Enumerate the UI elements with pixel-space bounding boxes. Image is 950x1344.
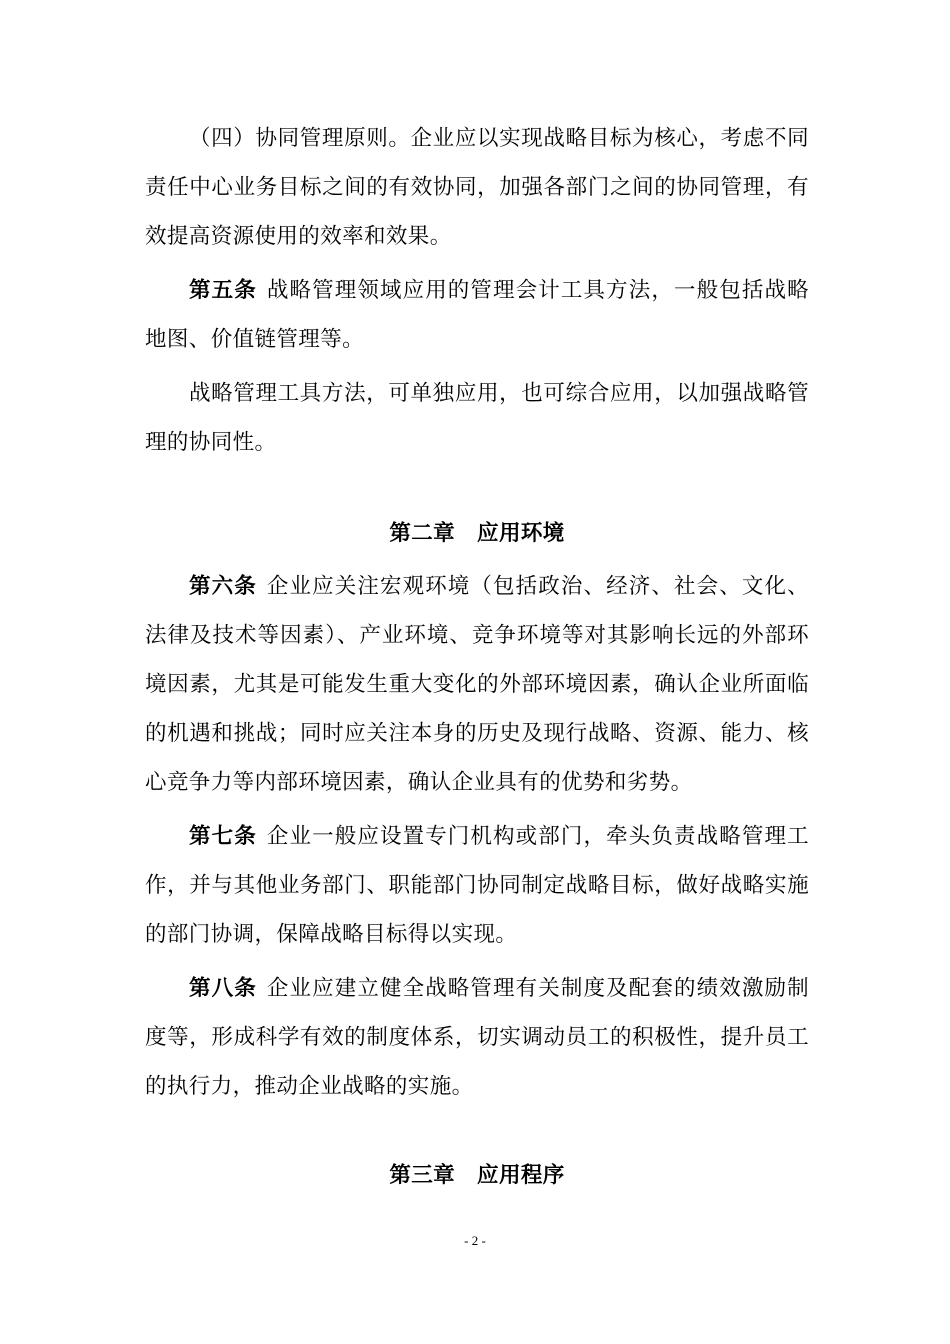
chapter-title: 应用环境 [477,521,565,546]
paragraph-tools-usage [145,369,809,467]
article-7 [145,812,809,959]
article-5 [145,266,809,364]
article-6 [145,562,809,807]
paragraph-text: 企业应建立健全战略管理有关制度及配套的绩效激励制度等，形成科学有效的制度体系，切实调动员工的积极性，提升员工的执行力，推动企业战略的实施。 [145,976,809,1099]
chapter-heading-3 [145,1151,809,1200]
chapter-heading-2 [145,509,809,558]
chapter-number: 第三章 [389,1163,456,1188]
paragraph-text: （四）协同管理原则。企业应以实现战略目标为核心，考虑不同责任中心业务目标之间的有效协同，加强各部门之间的协同管理，有效提高资源使用的效率和效果。 [145,126,809,249]
page-number: - 2 - [464,1233,486,1248]
chapter-number: 第二章 [389,521,456,546]
document-body [145,114,809,1200]
article-number: 第六条 [189,574,257,599]
article-number: 第七条 [189,824,257,849]
paragraph-text: 战略管理领域应用的管理会计工具方法，一般包括战略地图、价值链管理等。 [145,278,809,352]
paragraph-text: 企业一般应设置专门机构或部门，牵头负责战略管理工作，并与其他业务部门、职能部门协同制定战略目标，做好战略实施的部门协调，保障战略目标得以实现。 [145,824,809,947]
paragraph-text: 企业应关注宏观环境（包括政治、经济、社会、文化、法律及技术等因素）、产业环境、竞争环境等对其影响长远的外部环境因素，尤其是可能发生重大变化的外部环境因素，确认企业所面临的机遇和挑战；同时应关注本身的历史及现行战略、资源、能力、核心竞争力等内部环境因素，确认企业具有的优势和劣势。 [145,574,809,795]
article-number: 第五条 [189,278,257,303]
chapter-title: 应用程序 [477,1163,565,1188]
paragraph-principle-4 [145,114,809,261]
article-number: 第八条 [189,976,257,1001]
paragraph-text: 战略管理工具方法，可单独应用，也可综合应用，以加强战略管理的协同性。 [145,381,809,455]
article-8 [145,964,809,1111]
